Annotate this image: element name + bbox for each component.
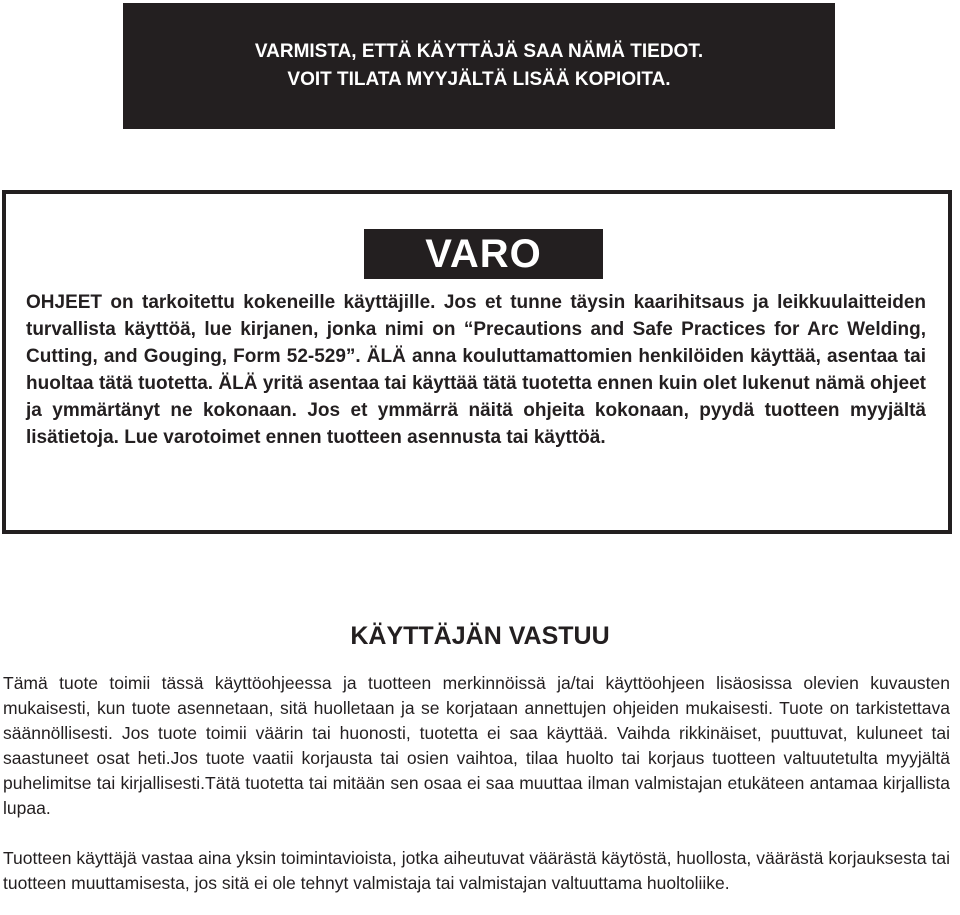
- responsibility-paragraph-2: Tuotteen käyttäjä vastaa aina yksin toimintavioista, jotka aiheutuvat väärästä käytöstä, huollosta, väärästä korjauksesta tai tuotteen muuttamisesta, jos sitä ei ole tehnyt valmistaja tai valmistajan valtuuttama huoltoliike.: [3, 848, 950, 893]
- notice-banner: [123, 3, 835, 129]
- warning-heading: VARO: [364, 229, 603, 279]
- banner-line-1: VARMISTA, ETTÄ KÄYTTÄJÄ SAA NÄMÄ TIEDOT.: [254, 41, 704, 62]
- responsibility-paragraph-1: Tämä tuote toimii tässä käyttöohjeessa ja tuotteen merkinnöissä ja/tai käyttöohjeen lisäosissa olevien kuvausten mukaisesti, kun tuote asennetaan, sitä huolletaan ja se korjataan annettujen ohjeiden mukaisesti. Tuote on tarkistettava säännöllisesti. Jos tuote toimii väärin tai huonosti, tuotetta ei saa käyttää. Vaihda rikkinäiset, puuttuvat, kuluneet tai saastuneet osat heti.Jos tuote vaatii korjausta tai osien vaihtoa, tilaa huolto tai korjaus tuotteen valtuutetulta myyjältä puhelimitse tai kirjallisesti.Tätä tuotetta tai mitään sen osaa ei saa muuttaa ilman valmistajan etukäteen antamaa kirjallista lupaa.: [3, 673, 950, 818]
- warning-text: OHJEET on tarkoitettu kokeneille käyttäjille. Jos et tunne täysin kaarihitsaus ja leikkuulaitteiden turvallista käyttöä, lue kirjanen, jonka nimi on “Precautions and Safe Practices for Arc Welding, Cutting, and Gouging, Form 52-529”. ÄLÄ anna kouluttamattomien henkilöiden käyttää, asentaa tai huoltaa tätä tuotetta. ÄLÄ yritä asentaa tai käyttää tätä tuotetta ennen kuin olet lukenut nämä ohjeet ja ymmärtänyt ne kokonaan. Jos et ymmärrä näitä ohjeita kokonaan, pyydä tuotteen myyjältä lisätietoja. Lue varotoimet ennen tuotteen asennusta tai käyttöä.: [26, 292, 926, 448]
- section-title: KÄYTTÄJÄN VASTUU: [350, 622, 610, 650]
- warning-box: [2, 190, 952, 534]
- banner-line-2: VOIT TILATA MYYJÄLTÄ LISÄÄ KOPIOITA.: [287, 69, 671, 90]
